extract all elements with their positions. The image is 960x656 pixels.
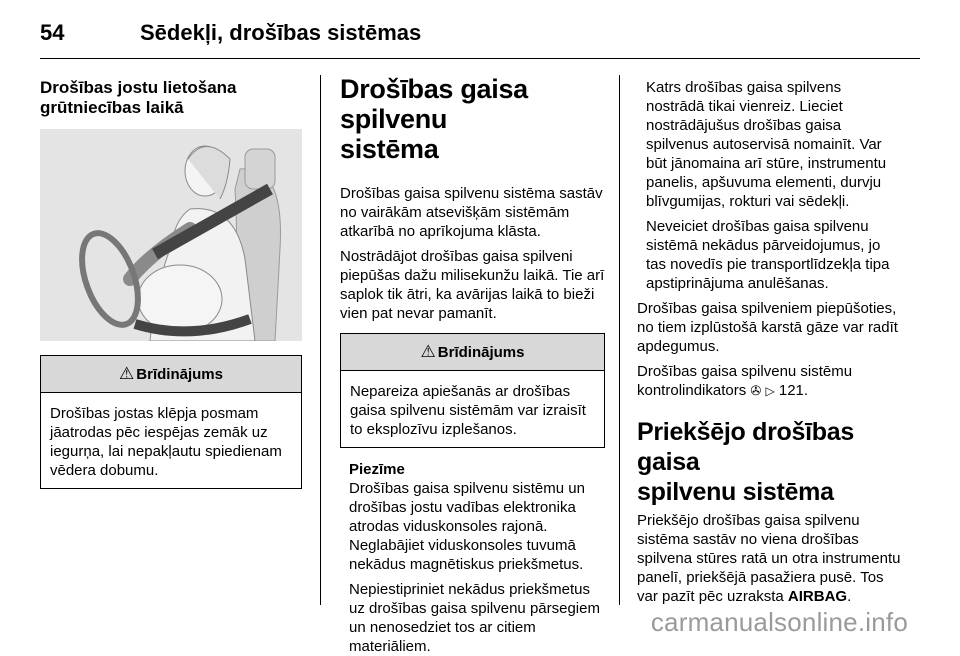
section-heading: Drošības jostu lietošana grūtniecības laikā: [40, 78, 237, 117]
paragraph: Neveiciet drošības gaisa spilvenu sistēmā nekādus pārveidojumus, jo tas novedīs pie transportlīdzekļa tipa apstiprinājuma anulēšanas.: [646, 218, 890, 292]
column-1: [40, 78, 302, 489]
page-header: [40, 12, 920, 48]
page-number: 54: [40, 20, 65, 45]
column-divider: [320, 75, 321, 605]
warning-header: [41, 356, 301, 393]
section-heading: Priekšējo drošības gaisa spilvenu sistēma: [637, 418, 854, 506]
warning-title: Brīdinājums: [437, 343, 525, 361]
warning-triangle-icon: ⚠: [119, 364, 135, 383]
warning-header: [341, 334, 604, 371]
page-reference: 121.: [778, 382, 809, 399]
paragraph: Katrs drošības gaisa spilvens nostrādā tikai vienreiz. Lieciet nostrādājušus drošības gaisa spilvenus autoservisā nomainīt. Var būt jānomaina arī stūre, instrumentu panelis, apšuvuma elementi, durvju blīvgumijas, rokturi vai sēdekļi.: [646, 79, 887, 210]
note-title: Piezīme: [349, 461, 405, 478]
warning-box: [340, 333, 605, 448]
header-rule: [40, 58, 920, 59]
paragraph: Priekšējo drošības gaisa spilvenu sistēma sastāv no viena drošības spilvena stūres ratā un otra instrumentu panelī, priekšējā pasažiera pusē. Tos var pazīt pēc uzraksta AIRBAG.: [637, 512, 901, 605]
watermark: carmanualsonline.info: [650, 607, 908, 637]
warning-triangle-icon: ⚠: [420, 342, 436, 361]
column-divider: [619, 75, 620, 605]
paragraph: Drošības gaisa spilvenu sistēmu kontrolindikators ✇ ▷ 121.: [637, 363, 853, 399]
airbag-label: AIRBAG: [787, 588, 848, 605]
paragraph: Drošības gaisa spilvenu sistēma sastāv no vairākām atsevišķām sistēmām atkarībā no aprīkojuma klāsta.: [340, 185, 603, 240]
warning-title: Brīdinājums: [136, 365, 223, 383]
note-text: Nepiestipriniet nekādus priekšmetus uz drošības gaisa spilvenu pārsegiem un nenosedziet tos ar citiem materiāliem.: [349, 581, 600, 655]
page-reference-icon: ▷: [765, 384, 775, 398]
pregnant-driver-seatbelt-illustration: [40, 129, 302, 341]
column-2: [340, 74, 605, 656]
paragraph: Drošības gaisa spilveniem piepūšoties, no tiem izplūstošā karstā gāze var radīt apdegumus.: [637, 300, 898, 355]
warning-text: Nepareiza apiešanās ar drošības gaisa spilvenu sistēmām var izraisīt to eksplozīvu izplešanos.: [350, 383, 586, 438]
warning-box: [40, 355, 302, 489]
note-text: Drošības gaisa spilvenu sistēmu un drošības jostu vadības elektronika atrodas viduskonsoles rajonā. Neglabājiet viduskonsoles tuvumā nekādus magnētiskus priekšmetus.: [349, 480, 585, 573]
warning-text: Drošības jostas klēpja posmam jāatrodas pēc iespējas zemāk uz iegurņa, lai nepakļautu spiedienam vēdera dobumu.: [50, 405, 282, 479]
airbag-indicator-icon: ✇: [750, 383, 762, 398]
section-heading: Drošības gaisa spilvenu sistēma: [340, 74, 528, 164]
paragraph: Nostrādājot drošības gaisa spilveni piepūšas dažu milisekunžu laikā. Tie arī saplok tik ātri, ka avārijas laikā to bieži vien pat nevar pamanīt.: [340, 248, 605, 322]
chapter-title: Sēdekļi, drošības sistēmas: [140, 20, 422, 45]
column-3: [637, 78, 902, 612]
